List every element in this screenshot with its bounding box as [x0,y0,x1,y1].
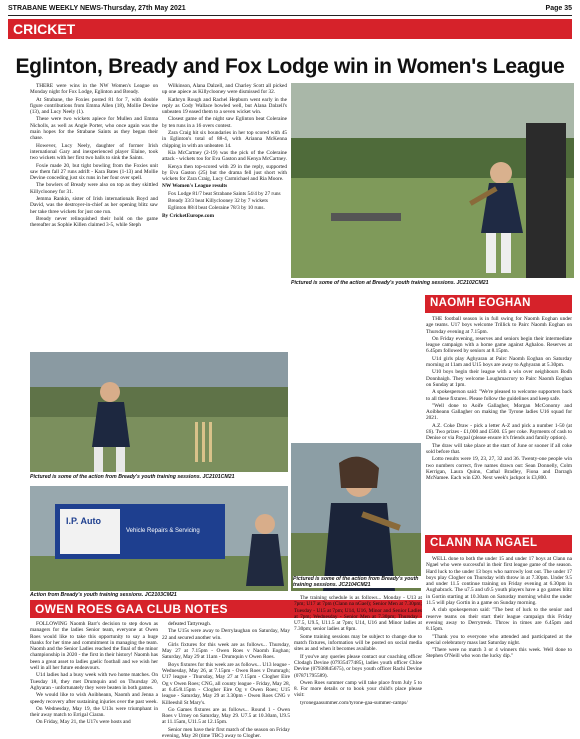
photo-bready-training-3 [30,486,288,591]
paragraph: The training schedule is as follows... Monday - U13 at 7pm; U17 at 7pm (Clann na nGael); Senior Men at 7.30pm; Tuesday - U15 at 7pm; U14, U16, Minor and Senior Ladies at 7pm; Wednesday - Senior Men at 7.30pm; Thursday - U7.5, U9.5, U11.5 at 7pm; U14, U16 and Minor ladies at 7.30pm; senior ladies at 8pm. [294,595,422,633]
cricket-section-bar [8,19,572,39]
cricket-headline: Eglinton, Bready and Fox Lodge win in Women's League [15,55,565,78]
paragraph: Zara Craig hit six boundaries in her top scored with 45 in Eglinton's total of 88-4, with Arianna McKenna chipping in with an unbeaten 14. [162,130,287,149]
photo-bready-training-4 [291,443,421,591]
paragraph: Kia McCartney (2-19) was the pick of the Coleraine attack - wickets too for Eva Gaston and Kenya McCartney. [162,149,287,163]
photo-caption: Pictured is some of the action from Bready's youth training sessions. JC2104CM21 [293,576,423,588]
paragraph: A spokesperson said: "We're pleased to welcome supporters back to all these fixtures. Please follow the guidelines and keep safe. [426,389,572,402]
owen-roes-column-1 [30,621,158,734]
paragraph: The U15s were away to Derrylaughan on Saturday, May 22 and secured another win. [162,628,290,641]
paragraph: FOLLOWING Naomh Barr's decision to step down as managers for the ladies Senior team, everyone at Owen Roes would like to take this opportunity to say a huge thanks for her time and commitment in managing the team. Naomh and the Senior Ladies reached the final of the minor championship in 2020 - the first in their history! Naomh has been a great asset to ladies gaelic football and we wish her well in all her future endeavours. [30,621,158,672]
paragraph: If you've any queries please contact our coaching officer Clodagh Devine (07935477485), ladies youth officer Chloe Devine (07938845675), or boys youth officer Rachi Devine (07871795589). [294,653,422,679]
paragraph: Senior men have their first match of the season on Friday evening, May 28 (time TBC) away to Clogher. [162,726,290,739]
banner-subtext: Vehicle Repairs & Servicing [126,528,200,534]
photo-caption: Action from Bready's youth training sessions. JC2103CM21 [30,592,177,598]
page-number: Page 35 [545,5,572,12]
result-line: Eglinton 88/4 beat Coleraine 78/3 by 10 runs. [168,205,265,212]
paragraph: Girls fixtures for this week are as follows... Thursday, May 27 at 7.15pm - Owen Roes v Naomh Eoghan; Saturday, May 29 at 11am - Drumquin v Owen Roes. [162,641,290,661]
owen-roes-section-label: OWEN ROES GAA CLUB NOTES [35,602,228,616]
photo-caption: Pictured is some of the action from Bready's youth training sessions. JC2101CM21 [30,474,235,480]
paragraph: These were two wickets apiece for Mullen and Emma Nicholls, as well as Angie Porter, who once again was the main hopes for the Strabane Saints as they began their chase. [30,116,158,142]
paragraph: Bready never relinquished their hold on the game thereafter as Sophie Killen claimed 3-5, while Steph [30,215,158,229]
naomh-eoghan-section-bar [425,295,572,313]
paragraph: Kathryn Rough and Rachel Hepburn went early in the reply as Cody Wallace bowled well, but Alana Dalzell's unbeaten 19 eased them to a seven wicket win. [162,96,287,116]
paragraph: U10 boys begin their league with a win over neighbours Bodh Donnbaigh. They welcome Loughmacrory to Pairc Naomh Eoghan on Sunday at 1pm. [426,369,572,388]
paragraph: The draw will take place at the start of June or sooner if all coke sold before that. [426,442,572,455]
paragraph: defeated Tattyreagh. [168,621,212,627]
paragraph: "Well done to Aoife Gallagher, Morgan McConomy and Aoibheann Gallagher on making the Tyrone ladies U16 squad for 2021. [426,402,572,422]
paragraph: On Wednesday, May 19, the U13s were triumphant in their away match to Errigal Ciaran. [30,705,158,719]
paragraph: A club spokesperson said: "The best of luck to the senior and reserve teams on their start their league campaign this Friday evening away to Derrytresk. Throw in times are 6.45pm and 8.15pm. [426,607,572,633]
paragraph: On Friday, May 21, the U17s were hosts and [36,719,131,726]
paragraph: U14 girls play Aghyaran at Pairc Naomh Eoghan on Saturday morning at 11am and U15 boys are away to Aghyaran at 5.30pm. [426,355,572,369]
paragraph: WELL done to both the under 15 and under 17 boys at Clann na Ngael who were successful in their first league game of the season. Hard luck to the under 13 boys who narrowly lost out. The under 17 boys play Clogher on Thursday with throw in at 7.30pm. Under 9.5 and under 11.5 continue training on Friday evening at 6.30pm in Aughabrack. The u7.5 and u9.5 youth players have a go games blitz in Gortin starting at 10.30am on Saturday morning whilst the under 11.5 will play Gortin in a game on Sunday morning. [426,556,572,607]
byline: By CricketEurope.com [162,212,214,219]
header-rule [8,15,572,16]
page-header [8,3,572,15]
paragraph: The bowlers of Bready were also on top as they skittled Killyclooney for 31. [30,182,158,195]
photo-illustration [291,83,574,278]
owen-roes-column-2 [162,621,290,739]
paragraph: Boys fixtures for this week are as follows... U13 league - Wednesday, May 26, at 7.15pm - Owen Roes v Drumragh; U17 league - Thursday, May 27 at 7.15pm - Clogher Eire Og v Owen Roes; CNG, all county league - Friday, May 28, at 6.45/8.15pm - Clogher Eire Og v Owen Roes; U15 league - Saturday, May 29 at 3.30pm - Owen Roes CNG v Killeeshil St Mary's. [162,661,290,706]
cricket-column-2 [162,83,287,349]
paragraph: Foxie made 20, but tight bowling from the Foxies unit saw them fall 27 runs adrift - Kara Bates (1-13) and Mollie Devine conceding just six runs in her four over spell. [30,162,158,182]
photo-caption: Pictured is some of the action at Bready's youth training sessions. JC2102CM21 [291,280,489,286]
paragraph: Go Games fixtures are as follows... Round 1 - Owen Roes v Urney on Saturday, May 29. U7.5 at 10.30am, U9.5 at 11.15am, U11.5 at 12.15pm. [162,706,290,726]
paragraph: Kenya then top-scored with 29 in the reply, supported by Eva Gaston (25) but the drama fell just short with wickets for Zara Craig, Lucy Carmichael and Ria Moore. [162,163,287,183]
paragraph: Owen Roes summer camp will take place from July 5 to 8. For more details or to book your child's place please visit: [294,679,422,699]
paragraph: Jemma Rankin, sister of Irish internationals Boyd and David, was the destroyer-in-chief as her opening blitz saw her take three wickets for just one run. [30,196,158,215]
paragraph: Lotto results were 19, 23, 27, 32 and 36. Twenty-one people win two numbers correct, five names drawn out: Sean Donnelly, Colm Kerrigan, Laura Quinn, Cathal Bradley, Fiona and Darragh McNamee. Each win £20. Next week's jackpot is £3,800. [426,456,572,482]
photo-bready-training-1 [291,83,574,278]
photo-illustration [30,486,288,591]
photo-illustration [30,352,288,472]
result-line: Fox Lodge 81/7 beat Strabane Saints 54/4 by 27 runs [168,190,281,197]
result-line: Bready 33/3 beat Killyclooney 32 by 7 wickets [168,198,268,205]
paragraph: THE football season is in full swing for Naomh Eoghan under age teams. U17 boys welcome Trillick to Pairc Naomh Eoghan on Thursday evening at 7.15pm. [426,316,572,335]
paragraph: At Strabane, the Foxies posted 81 for 7, with double figure contributions from Emma Allen (18), Mollie Devine (13), and Lucy Neely (1). [30,96,158,116]
photo-illustration [291,443,421,591]
paragraph: THERE were wins in the NW Women's League on Monday night for Fox Lodge, Eglinton and Bready. [30,83,158,96]
paragraph: U14 ladies had a busy week with two home matches. On Tuesday 18, they met Drumquin and on Thursday 20, Aghyaran - unfortunately they were beaten in both games. [30,672,158,691]
paragraph: "Thank you to everyone who attended and participated at the special celebratory mass last Saturday night. [426,633,572,646]
cricket-section-label: CRICKET [13,21,76,37]
paragraph: A.Z. Coke Draw - pick a letter A-Z and pick a number 1-50 (at £6). Two prizes - £1,000 and £500. £5 per coke. Payments of cash to Denise or via Paypal (please ensure it's friends and family option). [426,422,572,442]
photo-bready-training-2 [30,352,288,472]
banner-text: I.P. Auto [66,516,102,526]
owen-roes-column-3 [294,595,422,734]
paragraph: On Friday evening, reserves and seniors begin their intermediate league campaign with a home game against Aghaloo. Reserves at 6.45pm followed by seniors at 8.15pm. [426,335,572,355]
paragraph: However, Lucy Neely, daughter of former Irish international Gary and inexperienced player Elaine, took two wickets with her first two balls to sink the Saints. [30,142,158,162]
clann-na-ngael-section-label: CLANN NA NGAEL [430,537,538,549]
naomh-eoghan-section-label: NAOMH EOGHAN [430,297,531,309]
paragraph: Closest game of the night saw Eglinton beat Coleraine by ten runs in a 16 overs contest. [162,116,287,129]
clann-na-ngael-section-bar [425,535,572,553]
paragraph: Wilkinson, Alana Dalzell, and Charley Scott all picked up one apiece as Killyclooney were dismissed for 32. [162,83,287,96]
paragraph: Some training sessions may be subject to change due to match fixtures, information will be posted on social media sites as and when it becomes available. [294,633,422,653]
paragraph: We would like to wish Aoibheann, Naomh and Jenna a speedy recovery after sustaining injuries over the past week. [30,692,158,705]
cricket-column-1 [30,83,158,349]
paragraph: "There were no match 3 or 4 winners this week. Well done to Stephen O'Neill who won the lucky dip." [426,647,572,660]
naomh-eoghan-column [426,316,572,531]
clann-na-ngael-column [426,556,572,734]
web-address: tyronegaasummer.com/tyrone-gaa-summer-camps/ [300,699,408,706]
results-title: NW Women's League results [162,183,228,190]
publication-date: STRABANE WEEKLY NEWS-Thursday, 27th May 2021 [8,5,186,12]
